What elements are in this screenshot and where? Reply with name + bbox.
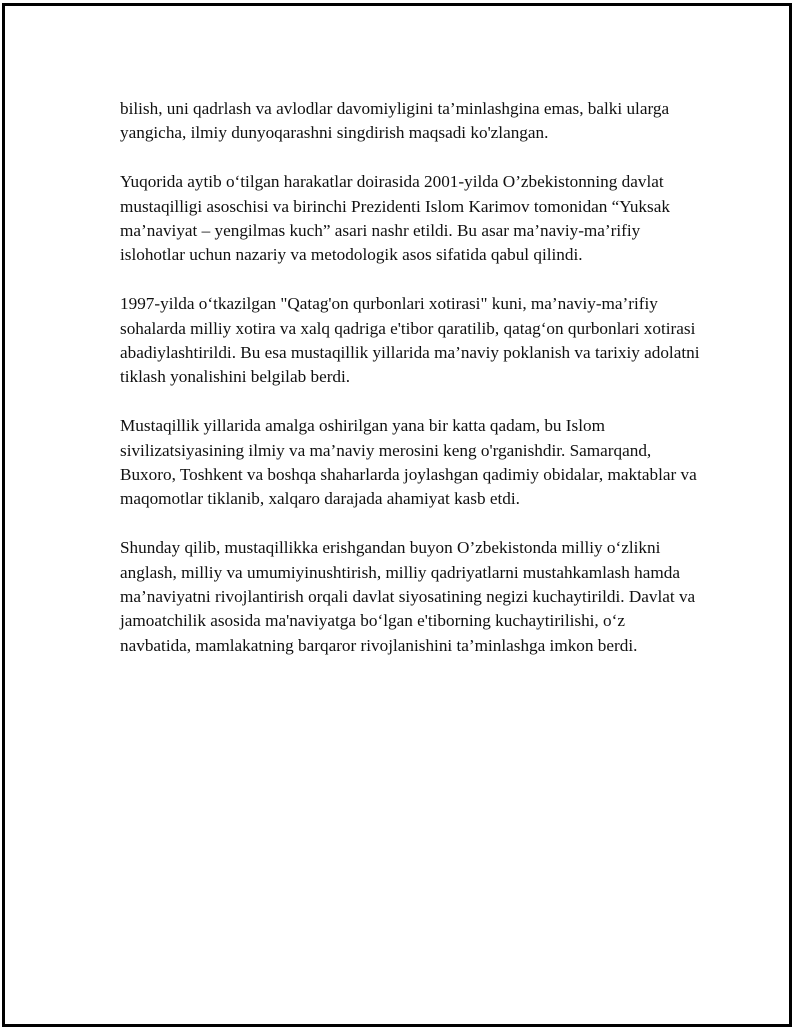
paragraph-2: Yuqorida aytib o‘tilgan harakatlar doirasida 2001-yilda O’zbekistonning davlat mustaqilligi asoschisi va birinchi Prezidenti Islom Karimov tomonidan “Yuksak ma’naviyat – yengilmas kuch” asari nashr etildi. Bu asar ma’naviy-ma’rifiy islohotlar uchun nazariy va metodologik asos sifatida qabul qilindi. xyxy=(120,172,670,265)
paragraph-1: bilish, uni qadrlash va avlodlar davomiyligini ta’minlashgina emas, balki ularga yangicha, ilmiy dunyoqarashni singdirish maqsadi ko'zlangan. xyxy=(120,99,670,143)
paragraph-4: Mustaqillik yillarida amalga oshirilgan yana bir katta qadam, bu Islom sivilizatsiyasining ilmiy va ma’naviy merosini keng o'rganishdir. Samarqand, Buxoro, Toshkent va boshqa shaharlarda joylashgan qadimiy obidalar, maktablar va maqomotlar tiklanib, xalqaro darajada ahamiyat kasb etdi. xyxy=(120,416,697,509)
document-body xyxy=(120,97,700,683)
document-page xyxy=(2,3,792,1027)
paragraph-5: Shunday qilib, mustaqillikka erishgandan buyon O’zbekistonda milliy o‘zlikni anglash, milliy va umumiyinushtirish, milliy qadriyatlarni mustahkamlash hamda ma’naviyatni rivojlantirish orqali davlat siyosatining negizi kuchaytirildi. Davlat va jamoatchilik asosida ma'naviyatga bo‘lgan e'tiborning kuchaytirilishi, o‘z navbatida, mamlakatning barqaror rivojlanishini ta’minlashga imkon berdi. xyxy=(120,538,696,655)
paragraph-3: 1997-yilda o‘tkazilgan "Qatag'on qurbonlari xotirasi" kuni, ma’naviy-ma’rifiy sohalarda milliy xotira va xalq qadriga e'tibor qaratilib, qatag‘on qurbonlari xotirasi abadiylashtirildi. Bu esa mustaqillik yillarida ma’naviy poklanish va tarixiy adolatni tiklash yonalishini belgilab berdi. xyxy=(120,294,700,387)
